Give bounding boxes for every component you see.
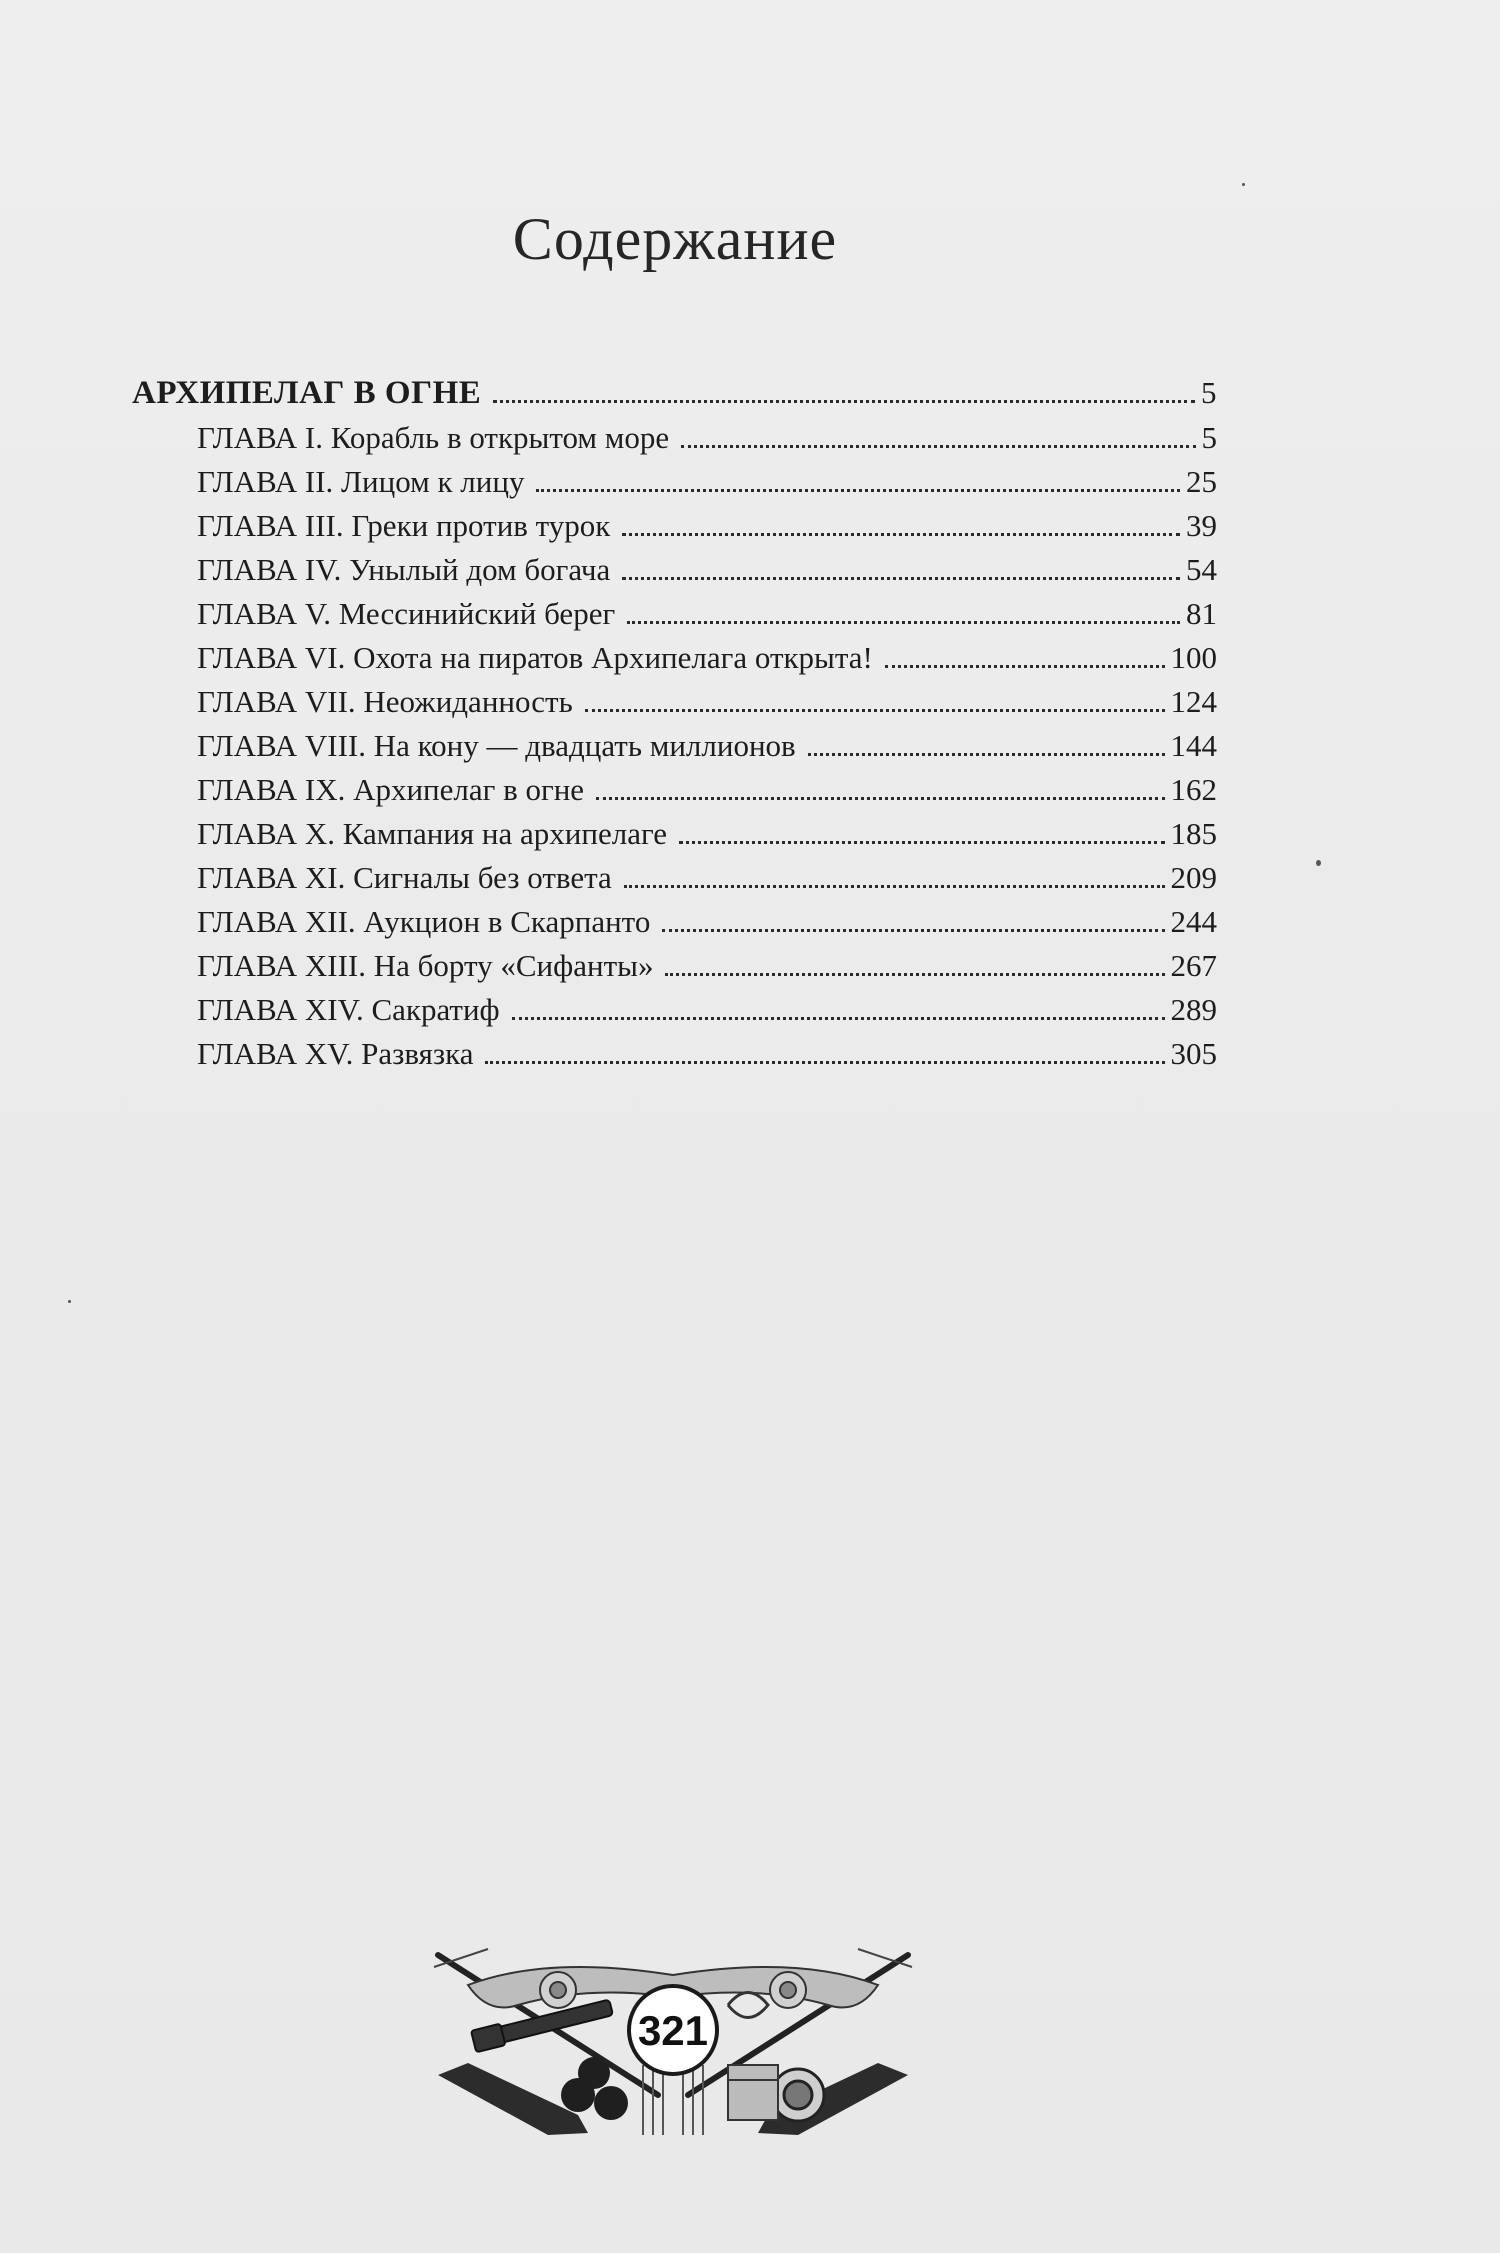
toc-chapter-label: ГЛАВА XV. Развязка [197, 1036, 474, 1071]
toc-chapter-page: 289 [1170, 992, 1217, 1027]
toc-leader-dots [665, 973, 1164, 976]
toc-chapter-label: ГЛАВА XI. Сигналы без ответа [197, 860, 612, 895]
toc-chapter-row [132, 944, 1217, 988]
print-speck [68, 1300, 71, 1303]
toc-leader-dots [662, 929, 1164, 932]
toc-chapter-page: 25 [1186, 464, 1217, 499]
toc-chapter-row [132, 636, 1217, 680]
toc-chapter-row [132, 416, 1217, 460]
toc-chapter-page: 39 [1186, 508, 1217, 543]
toc-chapter-page: 5 [1201, 420, 1217, 455]
toc-chapter-label: ГЛАВА VI. Охота на пиратов Архипелага открыта! [197, 640, 873, 675]
nautical-emblem-icon [428, 1945, 918, 2145]
page-number: 321 [637, 2007, 709, 2054]
toc-chapter-page: 144 [1170, 728, 1217, 763]
toc-part-page: 5 [1201, 375, 1217, 410]
print-speck [1316, 860, 1321, 866]
toc-chapter-row [132, 460, 1217, 504]
toc-chapter-page: 185 [1170, 816, 1217, 851]
toc-chapter-row [132, 900, 1217, 944]
table-of-contents [132, 370, 1217, 1076]
toc-chapter-label: ГЛАВА VII. Неожиданность [197, 684, 573, 719]
toc-chapter-page: 305 [1170, 1036, 1217, 1071]
toc-leader-dots [681, 445, 1195, 448]
page-title: Содержание [512, 206, 838, 272]
toc-chapter-label: ГЛАВА II. Лицом к лицу [197, 464, 525, 499]
toc-leader-dots [493, 400, 1195, 403]
toc-chapter-row [132, 680, 1217, 724]
toc-leader-dots [485, 1061, 1164, 1064]
toc-chapter-row [132, 988, 1217, 1032]
toc-leader-dots [536, 489, 1180, 492]
print-speck [1242, 183, 1245, 186]
toc-chapter-page: 100 [1170, 640, 1217, 675]
toc-chapter-page: 267 [1170, 948, 1217, 983]
toc-chapter-label: ГЛАВА XII. Аукцион в Скарпанто [197, 904, 651, 939]
toc-chapter-page: 209 [1170, 860, 1217, 895]
toc-leader-dots [885, 665, 1165, 668]
toc-leader-dots [622, 577, 1180, 580]
toc-leader-dots [808, 753, 1165, 756]
toc-chapter-label: ГЛАВА V. Мессинийский берег [197, 596, 616, 631]
toc-leader-dots [679, 841, 1164, 844]
toc-chapter-row [132, 856, 1217, 900]
toc-chapter-page: 162 [1170, 772, 1217, 807]
toc-chapter-row [132, 592, 1217, 636]
toc-chapter-row [132, 504, 1217, 548]
toc-chapter-label: ГЛАВА X. Кампания на архипелаге [197, 816, 668, 851]
toc-leader-dots [622, 533, 1180, 536]
toc-chapter-page: 244 [1170, 904, 1217, 939]
toc-chapter-label: ГЛАВА VIII. На кону — двадцать миллионов [197, 728, 796, 763]
toc-leader-dots [596, 797, 1164, 800]
toc-chapter-row [132, 768, 1217, 812]
toc-chapter-row [132, 724, 1217, 768]
toc-chapter-page: 54 [1186, 552, 1217, 587]
toc-chapter-row [132, 812, 1217, 856]
toc-leader-dots [624, 885, 1165, 888]
toc-chapter-label: ГЛАВА IV. Унылый дом богача [197, 552, 611, 587]
toc-chapter-label: ГЛАВА I. Корабль в открытом море [197, 420, 670, 455]
toc-chapter-label: ГЛАВА XIII. На борту «Сифанты» [197, 948, 654, 983]
toc-chapter-row [132, 548, 1217, 592]
toc-chapter-label: ГЛАВА XIV. Сакратиф [197, 992, 500, 1027]
toc-leader-dots [512, 1017, 1165, 1020]
toc-chapter-label: ГЛАВА IX. Архипелаг в огне [197, 772, 585, 807]
toc-chapter-label: ГЛАВА III. Греки против турок [197, 508, 611, 543]
toc-chapter-page: 124 [1170, 684, 1217, 719]
toc-chapter-row [132, 1032, 1217, 1076]
toc-leader-dots [585, 709, 1165, 712]
toc-chapter-page: 81 [1186, 596, 1217, 631]
toc-part-label: АРХИПЕЛАГ В ОГНЕ [132, 375, 482, 411]
toc-leader-dots [627, 621, 1180, 624]
toc-part-row [132, 370, 1217, 416]
